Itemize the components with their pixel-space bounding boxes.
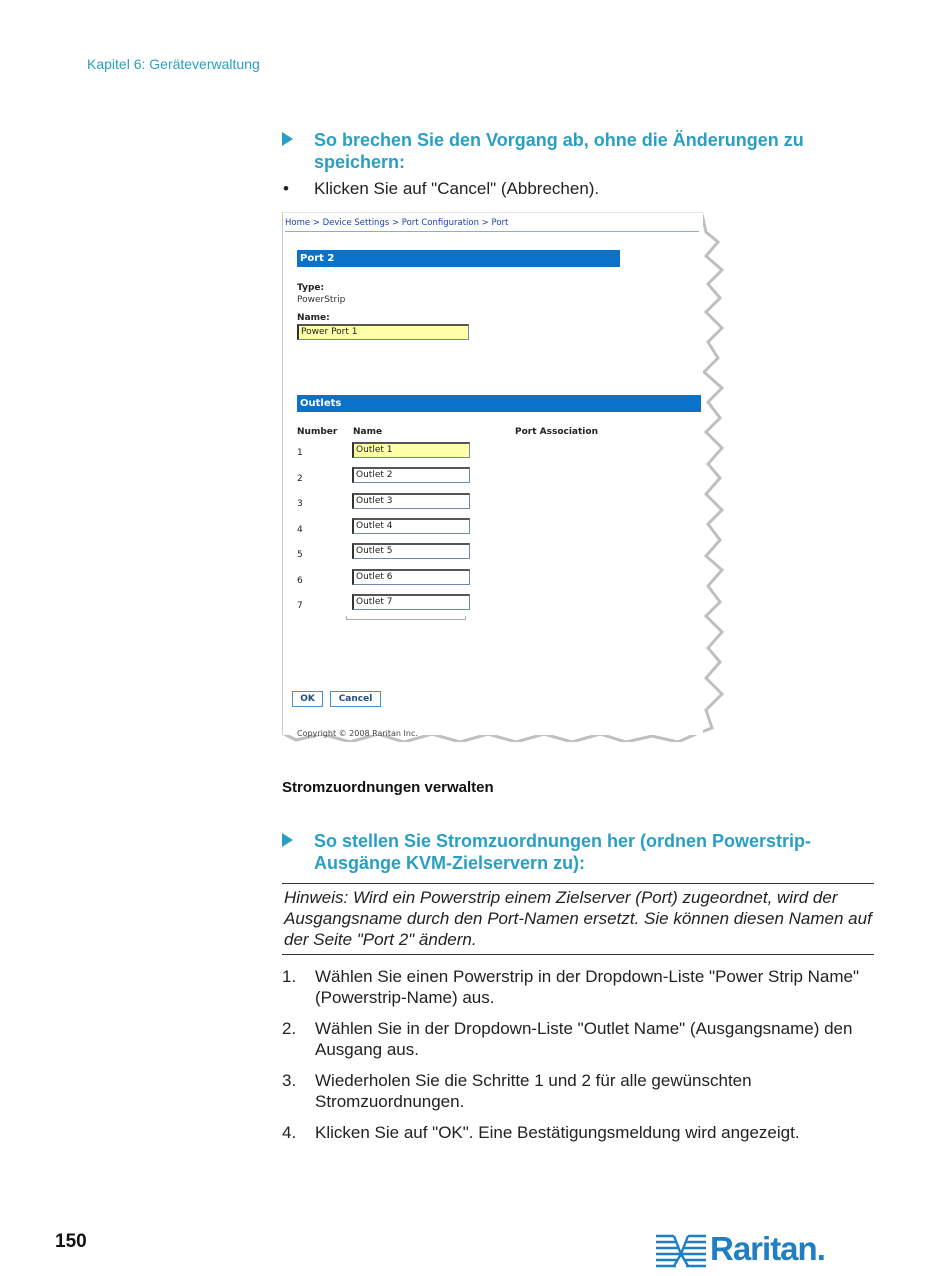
outlet-number: 7 <box>297 601 303 611</box>
column-header-port-association: Port Association <box>515 427 598 437</box>
triangle-bullet-icon <box>282 132 293 146</box>
outlet-name-input[interactable]: Outlet 7 <box>352 594 470 610</box>
procedure-heading-text: So brechen Sie den Vorgang ab, ohne die Änderungen zu speichern: <box>314 130 804 172</box>
breadcrumb-divider <box>285 231 699 232</box>
page-number: 150 <box>55 1231 87 1252</box>
bullet-dot-icon: • <box>283 179 289 198</box>
browser-page <box>282 212 703 738</box>
outlets-title-bar: Outlets <box>297 395 701 412</box>
list-item <box>282 1070 862 1112</box>
port-name-input[interactable]: Power Port 1 <box>297 324 469 340</box>
raritan-emblem-icon <box>654 1232 710 1272</box>
outlet-number: 1 <box>297 448 303 458</box>
list-item <box>282 1122 862 1143</box>
cancel-bullet-text: Klicken Sie auf "Cancel" (Abbrechen). <box>314 179 600 198</box>
procedure-heading-text: So stellen Sie Stromzuordnungen her (ordnen Powerstrip-Ausgänge KVM-Zielservern zu): <box>314 831 812 873</box>
cancel-bullet <box>283 179 600 199</box>
ok-button[interactable]: OK <box>292 691 323 707</box>
outlet-number: 5 <box>297 550 303 560</box>
outlet-name-input[interactable]: Outlet 1 <box>352 442 470 458</box>
outlet-number: 3 <box>297 499 303 509</box>
step-number: 2. <box>282 1019 297 1038</box>
table-bottom-rule <box>346 616 466 620</box>
list-item <box>282 1018 862 1060</box>
outlet-name-input[interactable]: Outlet 3 <box>352 493 470 509</box>
type-label: Type: <box>297 283 325 293</box>
step-number: 4. <box>282 1123 297 1142</box>
step-text: Wählen Sie in der Dropdown-Liste "Outlet Name" (Ausgangsname) den Ausgang aus. <box>315 1019 853 1059</box>
column-header-name: Name <box>353 427 383 437</box>
outlet-number: 4 <box>297 525 303 535</box>
column-header-number: Number <box>297 427 338 437</box>
outlet-name-input[interactable]: Outlet 4 <box>352 518 470 534</box>
step-number: 1. <box>282 967 297 986</box>
step-text: Wiederholen Sie die Schritte 1 und 2 für alle gewünschten Stromzuordnungen. <box>315 1071 752 1111</box>
step-text: Klicken Sie auf "OK". Eine Bestätigungsmeldung wird angezeigt. <box>315 1123 800 1142</box>
procedure-heading-cancel <box>314 129 834 173</box>
outlet-name-input[interactable]: Outlet 5 <box>352 543 470 559</box>
note-box: Hinweis: Wird ein Powerstrip einem Zielserver (Port) zugeordnet, wird der Ausgangsname durch den Port-Namen ersetzt. Sie können diesen Namen auf der Seite "Port 2" ändern. <box>282 883 874 955</box>
triangle-bullet-icon <box>282 833 293 847</box>
raritan-logo <box>654 1228 854 1272</box>
cancel-button[interactable]: Cancel <box>330 691 381 707</box>
outlet-number: 6 <box>297 576 303 586</box>
copyright-text: Copyright © 2008 Raritan Inc. <box>297 729 418 738</box>
outlet-name-input[interactable]: Outlet 6 <box>352 569 470 585</box>
step-number: 3. <box>282 1071 297 1090</box>
type-value: PowerStrip <box>297 295 346 305</box>
section-title: Stromzuordnungen verwalten <box>282 779 494 796</box>
step-text: Wählen Sie einen Powerstrip in der Dropdown-Liste "Power Strip Name" (Powerstrip-Name) aus. <box>315 967 860 1007</box>
outlet-number: 2 <box>297 474 303 484</box>
port-settings-screenshot <box>282 212 730 742</box>
chapter-header: Kapitel 6: Geräteverwaltung <box>87 56 260 72</box>
logo-wordmark: Raritan. <box>710 1230 825 1267</box>
outlet-name-input[interactable]: Outlet 2 <box>352 467 470 483</box>
name-label: Name: <box>297 313 330 323</box>
steps-list <box>282 966 862 1153</box>
list-item <box>282 966 862 1008</box>
breadcrumb[interactable]: Home > Device Settings > Port Configuration > Port <box>285 218 509 228</box>
port-title-bar: Port 2 <box>297 250 620 267</box>
procedure-heading-power <box>314 830 834 874</box>
